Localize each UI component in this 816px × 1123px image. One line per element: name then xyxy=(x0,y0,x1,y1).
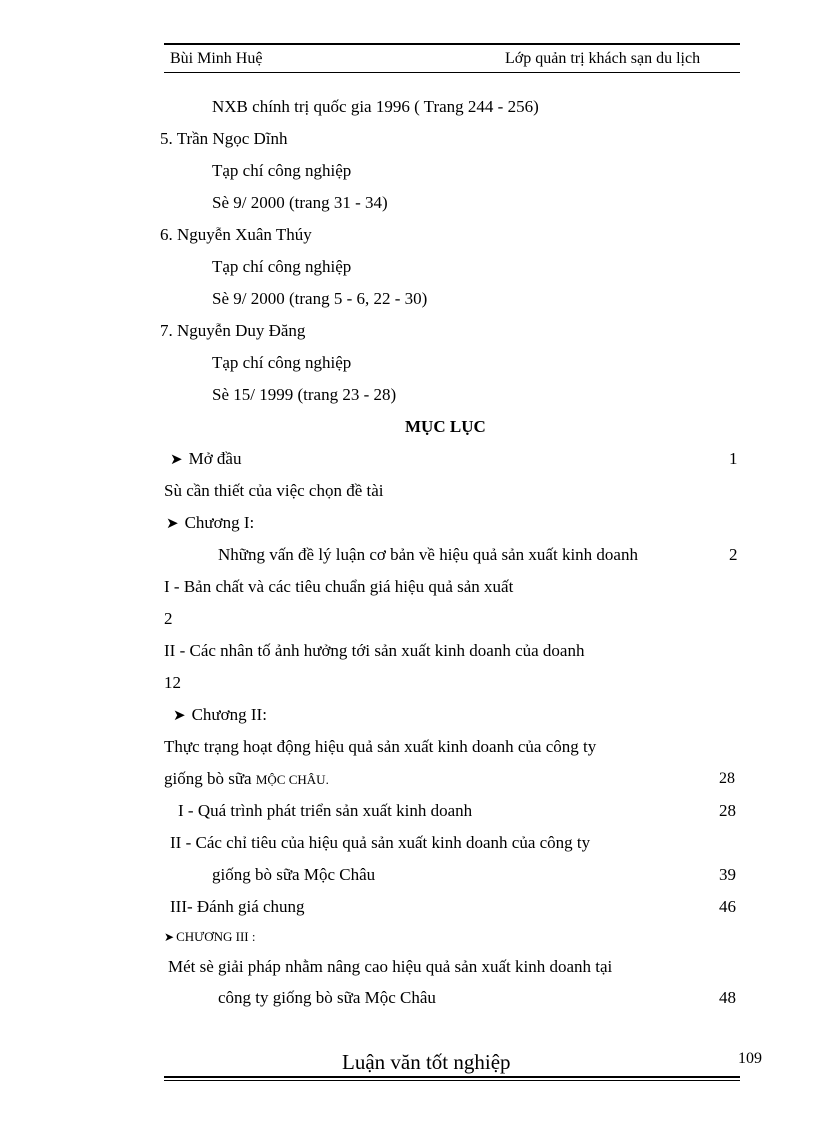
toc-title: MỤC LỤC xyxy=(405,417,486,436)
header-rule-bottom xyxy=(164,72,740,73)
toc-entry-label: Chương II: xyxy=(191,705,267,724)
toc-entry-label: Mở đầu xyxy=(188,449,242,468)
reference-issue: Sè 15/ 1999 (trang 23 - 28) xyxy=(212,385,397,404)
header-author: Bùi Minh Huệ xyxy=(170,50,263,67)
toc-page-number: 12 xyxy=(164,673,181,692)
toc-entry-label: I - Bản chất và các tiêu chuẩn giá hiệu quả sản xuất xyxy=(164,577,514,596)
toc-page-number: 2 xyxy=(164,609,173,628)
reference-author: 6. Nguyễn Xuân Thúy xyxy=(160,225,312,244)
toc-entry-label: III- Đánh giá chung xyxy=(170,897,305,916)
footer-rule-bottom xyxy=(164,1080,740,1081)
reference-journal: Tạp chí công nghiệp xyxy=(212,161,352,180)
toc-entry-label: II - Các chỉ tiêu của hiệu quả sản xuất kinh doanh của công ty xyxy=(170,833,591,852)
reference-author: 5. Trần Ngọc Dĩnh xyxy=(160,129,288,148)
reference-issue: Sè 9/ 2000 (trang 5 - 6, 22 - 30) xyxy=(212,289,428,308)
toc-entry-label: giống bò sữa Mộc Châu xyxy=(212,865,376,884)
toc-chapter-title-part: giống bò sữa xyxy=(164,769,256,788)
footer-page-number: 109 xyxy=(738,1050,762,1067)
footer-title: Luận văn tốt nghiệp xyxy=(342,1050,511,1074)
toc-entry-chuong-3 xyxy=(164,929,255,945)
reference-journal: Tạp chí công nghiệp xyxy=(212,257,352,276)
reference-journal: Tạp chí công nghiệp xyxy=(212,353,352,372)
footer-rule-top xyxy=(164,1076,740,1078)
toc-page-number: 46 xyxy=(719,897,736,916)
toc-page-number: 2 xyxy=(729,545,738,564)
toc-page-number: 28 xyxy=(719,801,736,820)
toc-entry-chuong-1 xyxy=(166,513,254,533)
reference-issue: Sè 9/ 2000 (trang 31 - 34) xyxy=(212,193,388,212)
toc-chapter-title: Thực trạng hoạt động hiệu quả sản xuất kinh doanh của công ty xyxy=(164,737,597,756)
toc-entry-mo-dau xyxy=(170,449,241,469)
header-class: Lớp quản trị khách sạn du lịch xyxy=(505,50,701,67)
toc-page-number: 48 xyxy=(719,988,736,1007)
toc-chapter-title: Những vấn đề lý luận cơ bản về hiệu quả sản xuất kinh doanh xyxy=(218,545,638,564)
arrow-bullet-icon: ➤ xyxy=(164,930,175,944)
reference-line: NXB chính trị quốc gia 1996 ( Trang 244 - 256) xyxy=(212,97,539,116)
toc-entry-chuong-2 xyxy=(173,705,267,725)
arrow-bullet-icon: ➤ xyxy=(166,516,179,532)
toc-chapter-title: Mét sè giải pháp nhằm nâng cao hiệu quả sản xuất kinh doanh tại xyxy=(168,957,613,976)
toc-chapter-title xyxy=(164,769,329,789)
toc-entry-label: II - Các nhân tố ảnh hưởng tới sản xuất kinh doanh của doanh xyxy=(164,641,585,660)
reference-author: 7. Nguyễn Duy Đăng xyxy=(160,321,306,340)
toc-chapter-title: công ty giống bò sữa Mộc Châu xyxy=(218,988,436,1007)
header-rule-top xyxy=(164,43,740,45)
toc-page-number: 39 xyxy=(719,865,736,884)
toc-entry-label: Sù cần thiết của việc chọn đề tài xyxy=(164,481,384,500)
arrow-bullet-icon: ➤ xyxy=(173,708,186,724)
toc-page-number: 28 xyxy=(719,770,735,787)
toc-entry-label: I - Quá trình phát triển sản xuất kinh doanh xyxy=(178,801,473,820)
arrow-bullet-icon: ➤ xyxy=(170,452,183,468)
toc-entry-label: CHƯƠNG III : xyxy=(176,929,256,944)
toc-page-number: 1 xyxy=(729,449,738,468)
toc-chapter-title-smallcaps: MỘC CHÂU. xyxy=(255,772,329,787)
toc-entry-label: Chương I: xyxy=(184,513,255,532)
